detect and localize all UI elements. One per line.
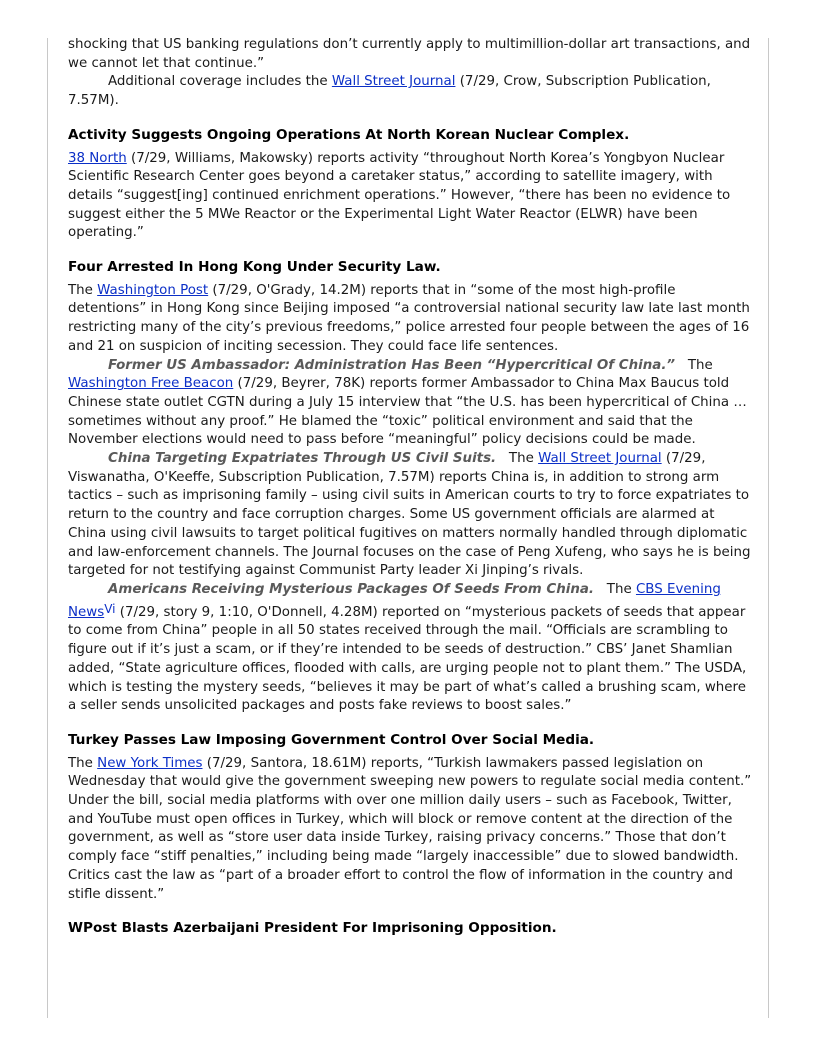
page-border-right xyxy=(768,38,769,1018)
page-border-left xyxy=(47,38,48,1018)
expatriates-paragraph: China Targeting Expatriates Through US Civil Suits. The Wall Street Journal (7/29, Viswanatha, O'Keeffe, Subscription Publication, 7.57M) reports China is, in addition to strong arm tactics – such as imprisoning family – using civil suits in American courts to try to force expatriates to return to the country and face corruption charges. Some US government officials are alarmed at China using civil lawsuits to target political fugitives on matters normally handled through diplomatic and law-enforcement channels. The Journal focuses on the case of Peng Xufeng, who says he is being targeted for not testifying against Communist Party leader Xi Jinping’s rivals. xyxy=(68,451,751,579)
washington-post-link[interactable]: Washington Post xyxy=(97,282,209,298)
headline-azerbaijan: WPost Blasts Azerbaijani President For Imprisoning Opposition. xyxy=(68,920,557,937)
subheading-seeds: Americans Receiving Mysterious Packages Of Seeds From China. xyxy=(108,581,594,597)
headline-turkey: Turkey Passes Law Imposing Government Control Over Social Media. xyxy=(68,731,595,748)
video-marker[interactable]: Vi xyxy=(104,601,116,616)
cbs-evening-news-link[interactable]: CBS Evening News xyxy=(68,581,721,620)
intro-paragraph: shocking that US banking regulations don’t currently apply to multimillion-dollar art transactions, and we cannot let that continue.” xyxy=(68,37,751,71)
headline-north-korea: Activity Suggests Ongoing Operations At North Korean Nuclear Complex. xyxy=(68,126,630,143)
subheading-ambassador: Former US Ambassador: Administration Has Been “Hypercritical Of China.” xyxy=(108,357,676,373)
ambassador-paragraph: Former US Ambassador: Administration Has Been “Hypercritical Of China.” The Washington Free Beacon (7/29, Beyrer, 78K) reports former Ambassador to China Max Baucus told Chinese state outlet CGTN during a July 15 interview that “the U.S. has been hypercritical of China … sometimes without any proof.” He blamed the “toxic” political environment and said that the November elections would need to pass before “meaningful” policy decisions could be made. xyxy=(68,357,747,448)
document-body xyxy=(68,36,752,938)
wsj-link-2[interactable]: Wall Street Journal xyxy=(538,451,662,467)
hong-kong-paragraph: The Washington Post (7/29, O'Grady, 14.2M) reports that in “some of the most high-profile detentions” in Hong Kong since Beijing imposed “a controversial national security law late last month restricting many of the city’s previous freedoms,” police arrested four people between the ages of 16 and 21 on suspicion of inciting secession. They could face life sentences. xyxy=(68,282,750,354)
wsj-link[interactable]: Wall Street Journal xyxy=(331,74,456,90)
additional-coverage-paragraph: Additional coverage includes the Wall Street Journal (7/29, Crow, Subscription Publication, 7.57M). xyxy=(68,74,711,109)
nyt-link[interactable]: New York Times xyxy=(97,755,203,771)
headline-hong-kong: Four Arrested In Hong Kong Under Security Law. xyxy=(68,259,441,276)
seeds-paragraph: Americans Receiving Mysterious Packages Of Seeds From China. The CBS Evening News$^{Vi}$ (7/29, story 9, 1:10, O'Donnell, 4.28M) reported on “mysterious packets of seeds that appear to come from China” people in all 50 states received through the mail. “Officials are scrambling to figure out if it’s just a scam, or if they’re intended to be seeds of destruction.” CBS’ Janet Shamlian added, “State agriculture offices, flooded with calls, are urging people not to plant them.” The USDA, which is testing the mystery seeds, “believes it may be part of what’s called a brushing scam, where a seller sends unsolicited packages and posts fake reviews to boost sales.” xyxy=(68,581,747,714)
subheading-expatriates: China Targeting Expatriates Through US Civil Suits. xyxy=(108,451,497,467)
turkey-paragraph: The New York Times (7/29, Santora, 18.61M) reports, “Turkish lawmakers passed legislation on Wednesday that would give the government sweeping new powers to regulate social media content.” Under the bill, social media platforms with over one million daily users – such as Facebook, Twitter, and YouTube must open offices in Turkey, which will block or remove content at the direction of the government, as well as “store user data inside Turkey, raising privacy concerns.” Those that don’t comply face “stiff penalties,” including being made “largely inaccessible” due to slowed bandwidth. Critics cast the law as “part of a broader effort to control the flow of information in the country and stifle dissent.” xyxy=(68,755,752,902)
38-north-link[interactable]: 38 North xyxy=(68,150,127,166)
north-korea-paragraph: 38 North (7/29, Williams, Makowsky) reports activity “throughout North Korea’s Yongbyon Nuclear Scientific Research Center goes beyond a caretaker status,” according to satellite imagery, with details “suggest[ing] continued enrichment operations.” However, “there has been no evidence to suggest either the 5 MWe Reactor or the Experimental Light Water Reactor (ELWR) have been operating.” xyxy=(68,150,731,241)
free-beacon-link[interactable]: Washington Free Beacon xyxy=(68,376,234,392)
